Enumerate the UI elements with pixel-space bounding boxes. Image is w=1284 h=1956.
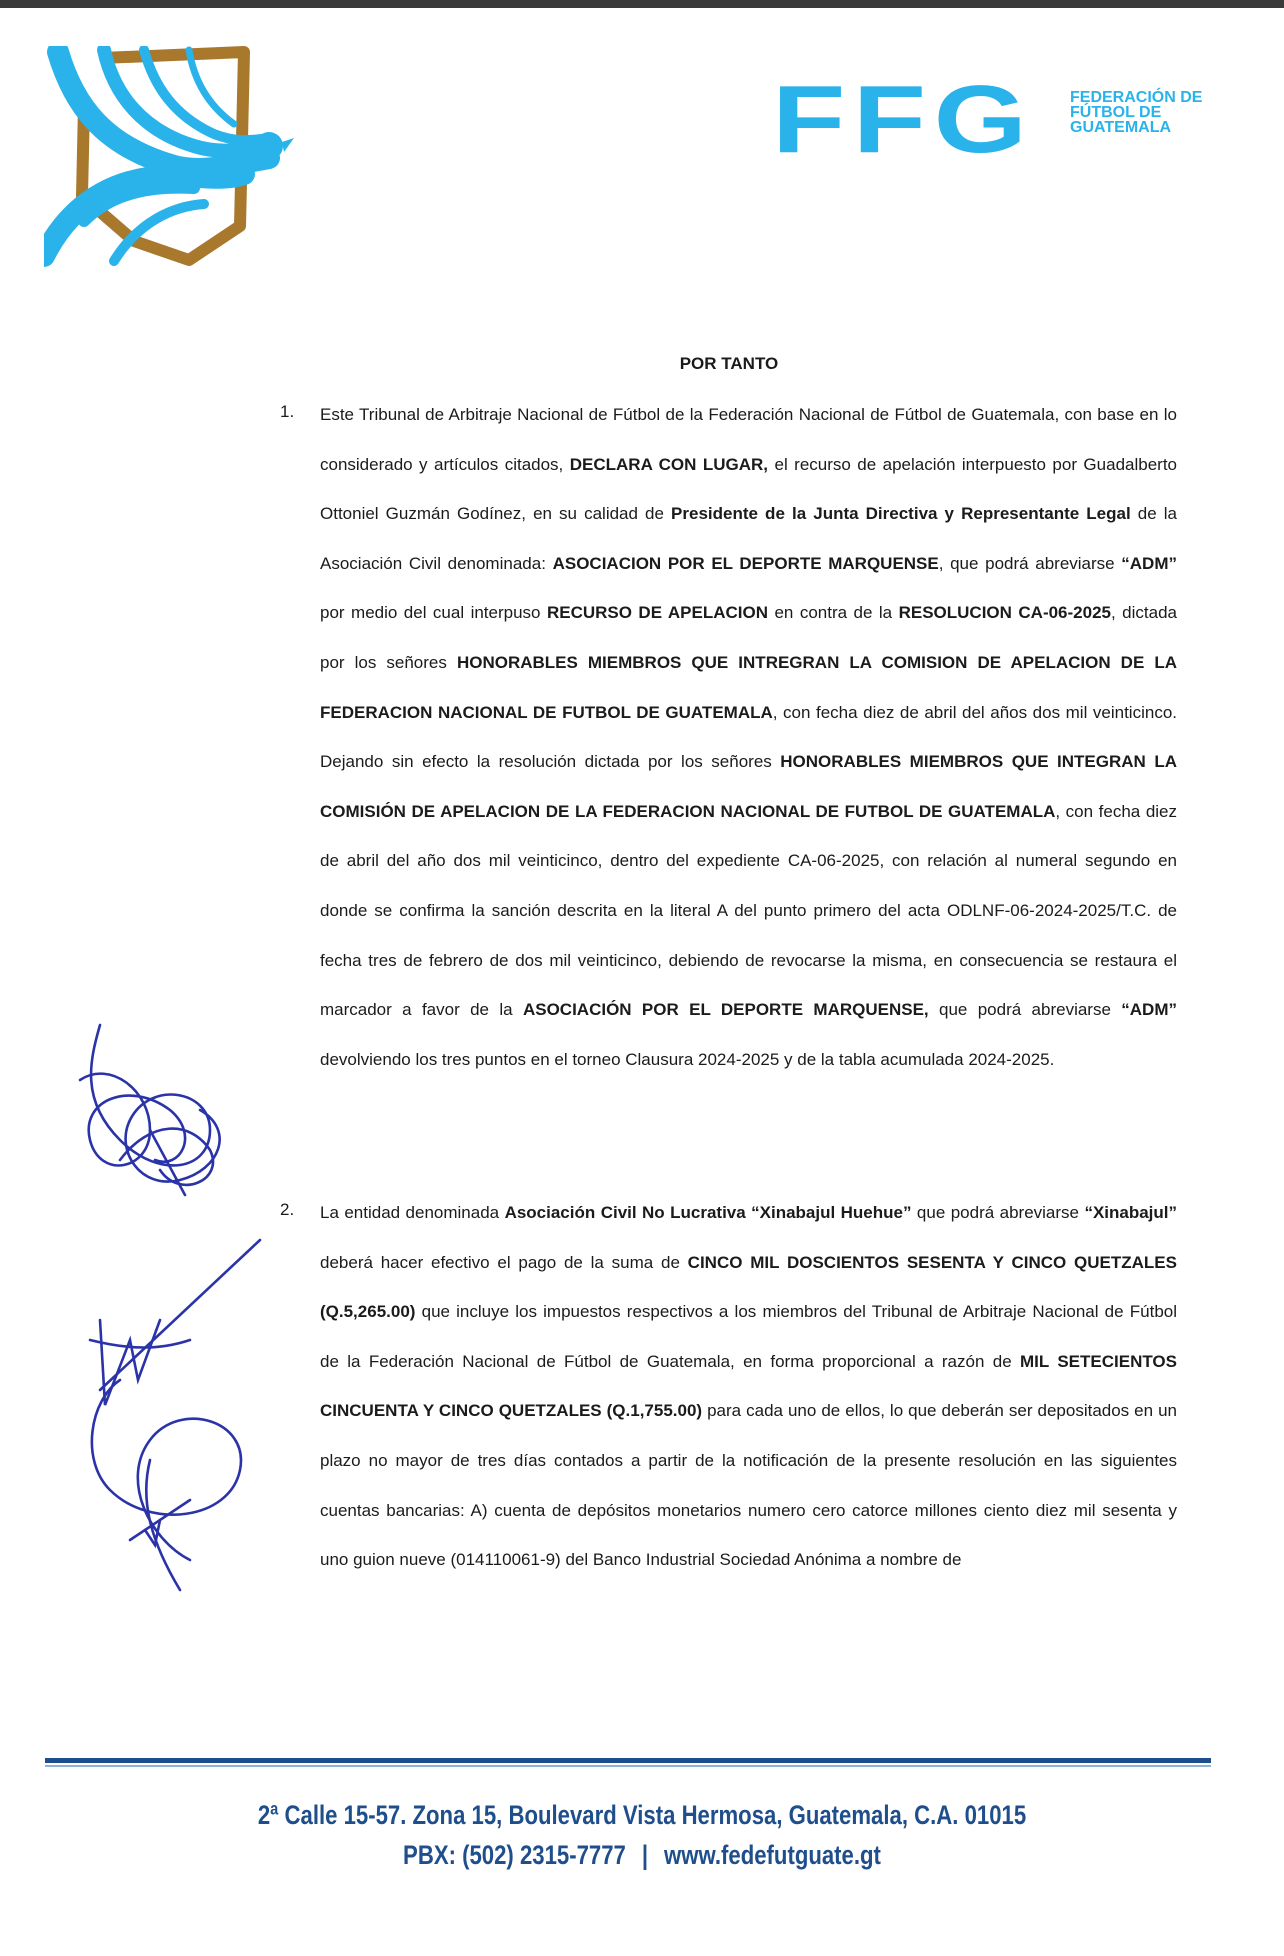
bold-text-run: CINCO MIL DOSCIENTOS SESENTA Y CINCO QUETZALES (Q.5,265.00) xyxy=(320,1252,1177,1322)
footer-phone: PBX: (502) 2315-7777 xyxy=(403,1840,626,1870)
bold-text-run: RECURSO DE APELACION xyxy=(546,603,768,623)
item-2-number: 2. xyxy=(280,1200,295,1219)
top-edge-bar xyxy=(0,0,1284,8)
federation-name xyxy=(1070,90,1220,135)
bold-text-run: Asociación Civil No Lucrativa “Xinabajul Huehue” xyxy=(504,1203,912,1222)
bold-text-run: DECLARA CON LUGAR, xyxy=(569,454,769,474)
ffg-logo xyxy=(772,66,1212,173)
federation-name-line-1: FEDERACIÓN DE xyxy=(1070,89,1203,106)
item-1-paragraph xyxy=(320,390,1177,1084)
text-run: , con fecha diez de abril del años dos mil veinticinco. Dejando sin efecto la resolución dictada por los señores xyxy=(320,702,1177,772)
text-run: deberá hacer efectivo el pago de la suma de xyxy=(320,1252,688,1272)
text-run: que incluye los impuestos respectivos a los miembros del Tribunal de Arbitraje Nacional de Fútbol de la Federación Nacional de Fútbol de Guatemala, en forma proporcional a razón de xyxy=(320,1302,1177,1371)
signature-2-icon xyxy=(90,1240,260,1405)
bold-text-run: ASOCIACIÓN POR EL DEPORTE MARQUENSE, xyxy=(522,1000,929,1020)
federation-name-line-3: GUATEMALA xyxy=(1070,119,1172,136)
item-2-paragraph xyxy=(320,1188,1177,1585)
signature-1-icon xyxy=(80,1025,220,1195)
bold-text-run: “ADM” xyxy=(1121,1000,1177,1020)
text-run: de la Asociación Civil denominada: xyxy=(320,504,1177,573)
text-run: en contra de la xyxy=(768,603,899,623)
bold-text-run: “ADM” xyxy=(1121,553,1177,573)
bold-text-run: RESOLUCION CA-06-2025 xyxy=(898,603,1111,623)
text-run: La entidad denominada xyxy=(320,1203,505,1222)
text-run: , con fecha diez de abril del año dos mil veinticinco, dentro del expediente CA-06-2025, con relación al numeral segundo en donde se confirma la sanción descrita en la literal A del punto primero del acta ODLNF-06-2024-2025/T.C. de fecha tres de febrero de dos mil veinticinco, debiendo de revocarse la misma, en consecuencia se restaura el marcador a favor de la xyxy=(320,801,1178,1020)
text-run: devolviendo los tres puntos en el torneo Clausura 2024-2025 y de la tabla acumulada 2024-2025. xyxy=(320,1049,1055,1069)
text-run: Este Tribunal de Arbitraje Nacional de Fútbol de la Federación Nacional de Fútbol de Guatemala, con base en lo considerado y artículos citados, xyxy=(320,405,1177,474)
bold-text-run: “Xinabajul” xyxy=(1084,1203,1178,1222)
quetzal-shield-logo-icon xyxy=(44,46,294,271)
bold-text-run: Presidente de la Junta Directiva y Representante Legal xyxy=(671,504,1131,524)
text-run: , que podrá abreviarse xyxy=(938,553,1122,573)
federation-name-line-2: FÚTBOL DE xyxy=(1070,104,1162,121)
signature-3-icon xyxy=(92,1380,241,1590)
quetzal-head xyxy=(255,132,294,160)
footer-divider xyxy=(45,1758,1211,1763)
item-1-number: 1. xyxy=(280,402,295,421)
text-run: el recurso de apelación interpuesto por Guadalberto Ottoniel Guzmán Godínez, en su calidad de xyxy=(320,454,1177,524)
section-title: POR TANTO xyxy=(679,354,779,373)
signatures-group xyxy=(60,1020,310,1610)
footer-contact xyxy=(116,1840,1169,1871)
text-run: que podrá abreviarse xyxy=(911,1203,1085,1222)
bold-text-run: MIL SETECIENTOS CINCUENTA Y CINCO QUETZALES (Q.1,755.00) xyxy=(320,1351,1177,1421)
text-run: , dictada por los señores xyxy=(320,603,1177,672)
text-run: por medio del cual interpuso xyxy=(320,603,547,623)
text-run: para cada uno de ellos, lo que deberán ser depositados en un plazo no mayor de tres días contados a partir de la notificación de la presente resolución en las siguientes cuentas bancarias: A) cuenta de depósitos monetarios numero cero catorce millones ciento diez mil sesenta y uno guion nueve (014110061-9) del Banco Industrial Sociedad Anónima a nombre de xyxy=(320,1401,1177,1570)
bold-text-run: ASOCIACION POR EL DEPORTE MARQUENSE xyxy=(552,553,939,573)
ffg-letters: FFG xyxy=(772,66,1035,173)
bold-text-run: HONORABLES MIEMBROS QUE INTEGRAN LA COMISIÓN DE APELACION DE LA FEDERACION NACIONAL DE FUTBOL DE GUATEMALA xyxy=(320,752,1177,821)
footer-website-link[interactable]: www.fedefutguate.gt xyxy=(664,1840,881,1870)
text-run: que podrá abreviarse xyxy=(928,1000,1122,1020)
bold-text-run: HONORABLES MIEMBROS QUE INTREGRAN LA COMISION DE APELACION DE LA FEDERACION NACIONAL DE FUTBOL DE GUATEMALA xyxy=(320,652,1178,722)
footer-address: 2ª Calle 15-57. Zona 15, Boulevard Vista Hermosa, Guatemala, C.A. 01015 xyxy=(257,1800,1027,1830)
footer-divider-light xyxy=(45,1765,1211,1767)
footer-separator: | xyxy=(641,1840,649,1870)
